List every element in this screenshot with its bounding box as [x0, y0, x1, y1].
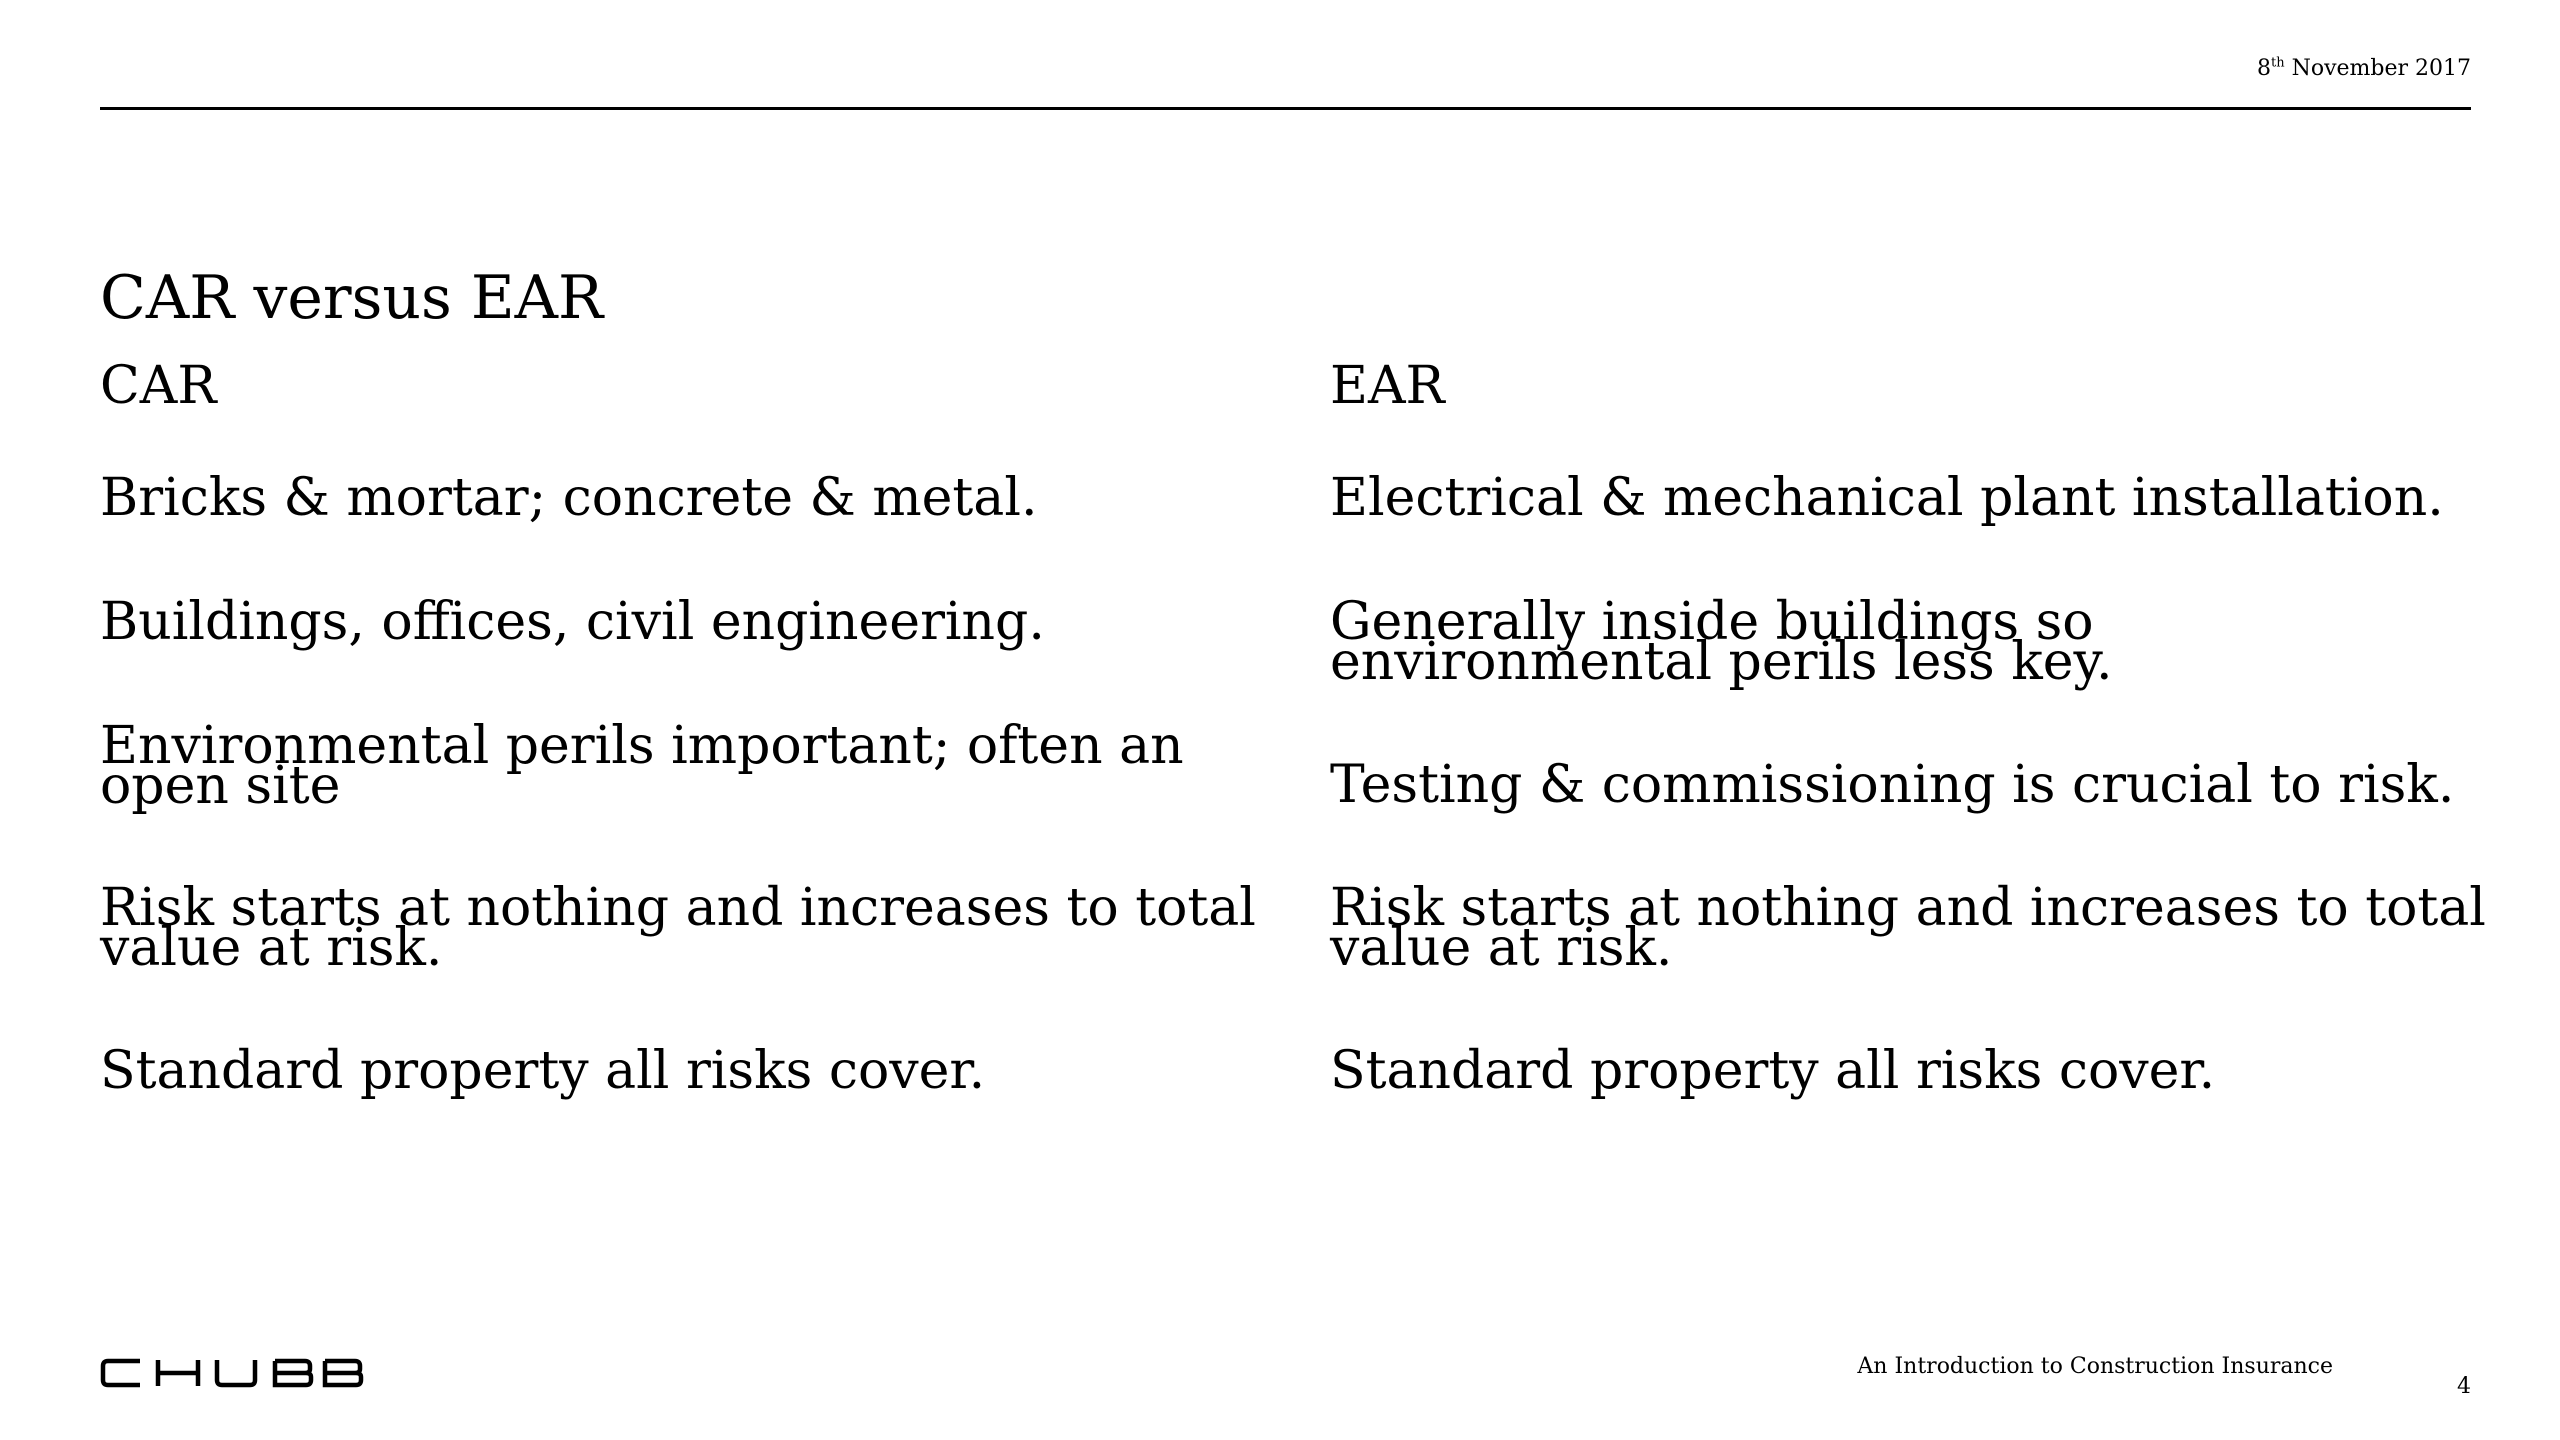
- ear-item: Standard property all risks cover.: [1330, 1041, 2216, 1101]
- slide-date: [2257, 54, 2471, 84]
- car-item: Bricks & mortar; concrete & metal.: [100, 468, 1038, 528]
- car-item: Buildings, offices, civil engineering.: [100, 592, 1045, 652]
- presentation-title: An Introduction to Construction Insurance: [1857, 1354, 2333, 1379]
- header-divider: [100, 107, 2471, 110]
- date-day: 8: [2256, 56, 2271, 81]
- car-item: Risk starts at nothing and increases to total value at risk.: [100, 878, 1256, 978]
- date-month-year: November 2017: [2284, 56, 2471, 81]
- slide-title: CAR versus EAR: [100, 263, 604, 333]
- ear-item: Generally inside buildings so environmental perils less key.: [1330, 592, 2113, 692]
- car-column: [100, 354, 1260, 1101]
- ear-item: Testing & commissioning is crucial to risk.: [1330, 755, 2455, 815]
- page-number: 4: [2457, 1374, 2471, 1399]
- ear-column-heading: EAR: [1330, 356, 1445, 416]
- ear-item: Electrical & mechanical plant installation.: [1330, 468, 2444, 528]
- date-suffix: th: [2270, 55, 2285, 71]
- chubb-logo: [100, 1358, 365, 1388]
- car-item: Standard property all risks cover.: [100, 1041, 986, 1101]
- car-column-heading: CAR: [100, 356, 217, 416]
- ear-column: [1330, 354, 2490, 1101]
- ear-item: Risk starts at nothing and increases to total value at risk.: [1330, 878, 2486, 978]
- car-item: Environmental perils important; often an open site: [100, 716, 1184, 816]
